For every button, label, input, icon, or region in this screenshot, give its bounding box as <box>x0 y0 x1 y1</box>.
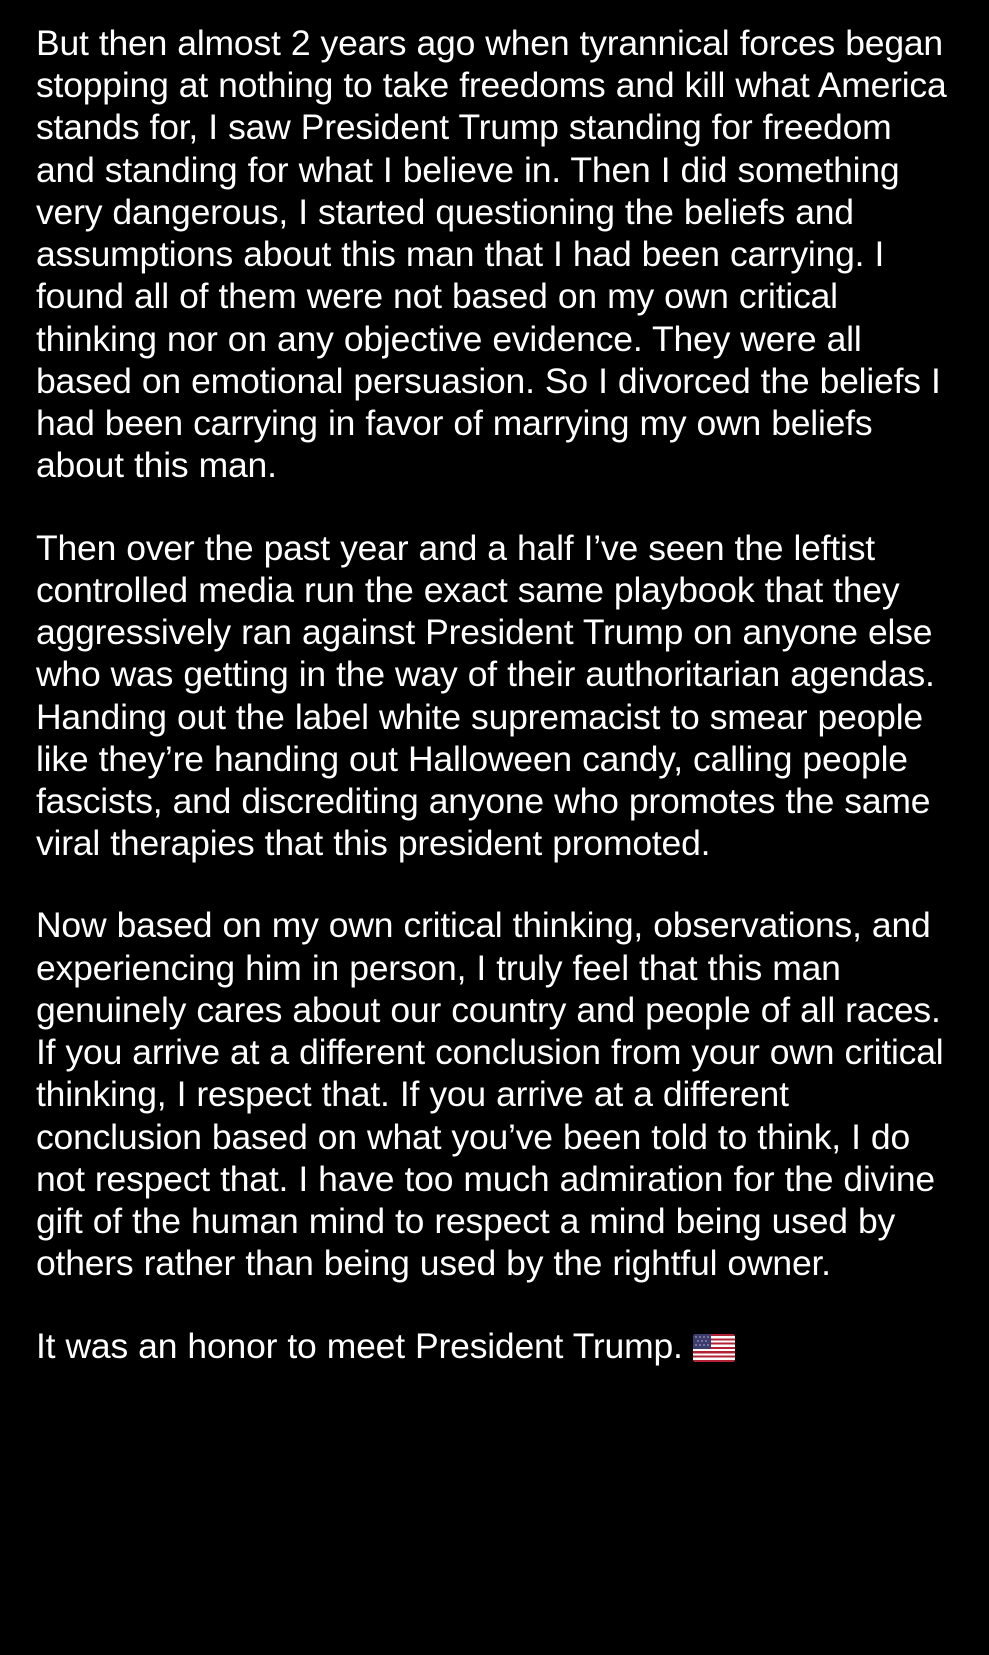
paragraph-3: Now based on my own critical thinking, observations, and experiencing him in person, I truly feel that this man genuinely cares about our country and people of all races. If you arrive at a different conclusion from your own critical thinking, I respect that. If you arrive at a different conclusion based on what you’ve been told to think, I do not respect that. I have too much admiration for the divine gift of the human mind to respect a mind being used by others rather than being used by the rightful owner. <box>36 905 954 1284</box>
paragraph-2: Then over the past year and a half I’ve seen the leftist controlled media run the exact same playbook that they aggressively ran against President Trump on anyone else who was getting in the way of their authoritarian agendas. Handing out the label white supremacist to smear people like they’re handing out Halloween candy, calling people fascists, and discrediting anyone who promotes the same viral therapies that this president promoted. <box>36 527 945 864</box>
us-flag-emoji-icon <box>693 1334 735 1362</box>
paragraph-1: But then almost 2 years ago when tyrannical forces began stopping at nothing to take freedoms and kill what America stands for, I saw President Trump standing for freedom and standing for what I believe in. Then I did something very dangerous, I started questioning the beliefs and assumptions about this man that I had been carrying. I found all of them were not based on my own critical thinking nor on any objective evidence. They were all based on emotional persuasion. So I divorced the beliefs I had been carrying in favor of marrying my own beliefs about this man. <box>36 23 957 486</box>
closing-line-text: It was an honor to meet President Trump. <box>36 1325 683 1366</box>
post-body <box>36 22 957 1367</box>
paragraph-4 <box>36 1325 953 1367</box>
